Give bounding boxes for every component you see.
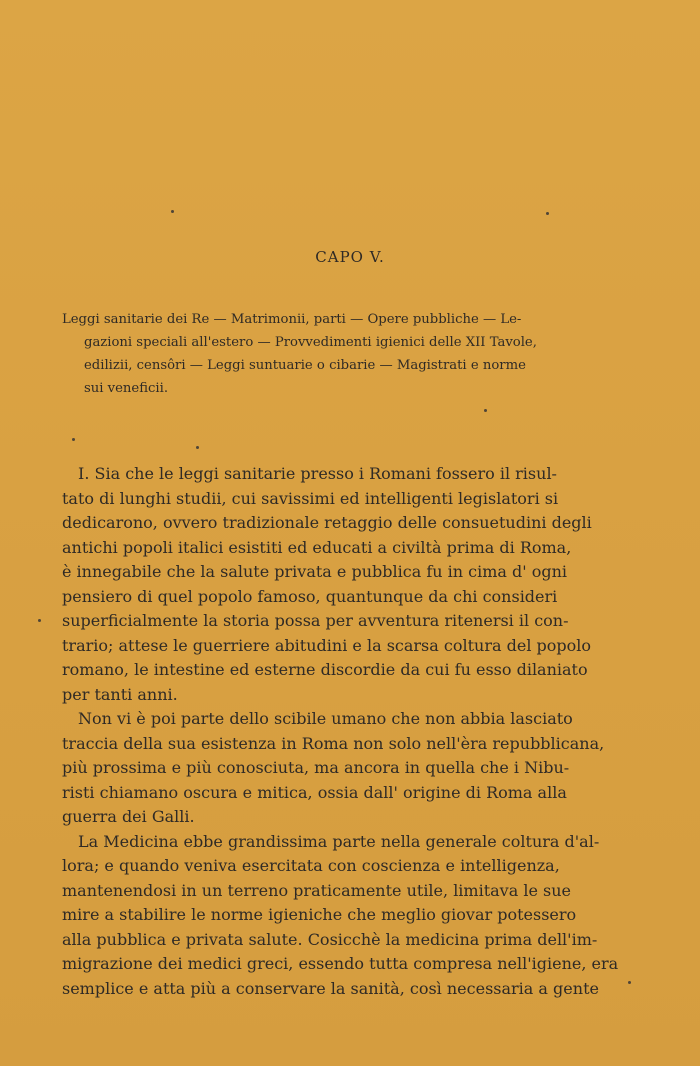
paragraph-line: semplice e atta più a conservare la sanità, così necessaria a gente xyxy=(62,978,599,998)
summary-line: edilizii, censôri — Leggi suntuarie o cibarie — Magistrati e norme xyxy=(84,358,526,373)
paragraph-line: mantenendosi in un terreno praticamente utile, limitava le sue xyxy=(62,880,571,900)
paragraph-line: dedicarono, ovvero tradizionale retaggio delle consuetudini degli xyxy=(62,513,592,532)
summary-line: sui veneficii. xyxy=(84,381,169,396)
scan-speck xyxy=(171,210,174,213)
scan-speck xyxy=(628,981,631,984)
chapter-summary xyxy=(62,308,610,400)
paragraph-line: superficialmente la storia possa per avventura ritenersi il con- xyxy=(62,611,569,630)
scan-speck xyxy=(484,409,487,412)
paragraph-line: più prossima e più conosciuta, ma ancora in quella che i Nibu- xyxy=(62,758,570,777)
paragraph-line: alla pubblica e privata salute. Cosicchè la medicina prima dell'im- xyxy=(62,929,598,949)
paragraph-line: è innegabile che la salute privata e pubblica fu in cima d' ogni xyxy=(62,562,568,581)
paragraph-line: La Medicina ebbe grandissima parte nella generale coltura d'al- xyxy=(78,831,600,851)
chapter-body xyxy=(62,462,619,1001)
paragraph-line: romano, le intestine ed esterne discordie da cui fu esso dilaniato xyxy=(62,660,588,679)
paragraph-line: Non vi è poi parte dello scibile umano che non abbia lasciato xyxy=(78,709,573,728)
paragraph-line: lora; e quando veniva esercitata con coscienza e intelligenza, xyxy=(62,856,560,875)
paragraph-line: pensiero di quel popolo famoso, quantunque da chi consideri xyxy=(62,586,558,606)
paragraph-line: guerra dei Galli. xyxy=(62,807,195,826)
scan-speck xyxy=(72,438,75,441)
scan-speck xyxy=(38,619,41,622)
paragraph-line: traccia della sua esistenza in Roma non solo nell'èra repubblicana, xyxy=(62,733,605,753)
chapter-title: CAPO V. xyxy=(315,248,385,266)
paragraph-line: risti chiamano oscura e mitica, ossia dall' origine di Roma alla xyxy=(62,782,567,802)
scan-speck xyxy=(546,212,549,215)
summary-line: gazioni speciali all'estero — Provvedimenti igienici delle XII Tavole, xyxy=(84,335,537,350)
paragraph-line: per tanti anni. xyxy=(62,684,178,704)
paragraph-line: antichi popoli italici esistiti ed educati a civiltà prima di Roma, xyxy=(62,537,572,557)
paragraph-line: trario; attese le guerriere abitudini e la scarsa coltura del popolo xyxy=(62,635,592,655)
scan-speck xyxy=(196,446,199,449)
paragraph-line: I. Sia che le leggi sanitarie presso i Romani fossero il risul- xyxy=(78,464,557,483)
paragraph-line: tato di lunghi studii, cui savissimi ed intelligenti legislatori si xyxy=(62,488,559,508)
summary-line: Leggi sanitarie dei Re — Matrimonii, parti — Opere pubbliche — Le- xyxy=(62,312,522,327)
paragraph-line: mire a stabilire le norme igieniche che meglio giovar potessero xyxy=(62,905,577,924)
paragraph-line: migrazione dei medici greci, essendo tutta compresa nell'igiene, era xyxy=(62,954,619,973)
